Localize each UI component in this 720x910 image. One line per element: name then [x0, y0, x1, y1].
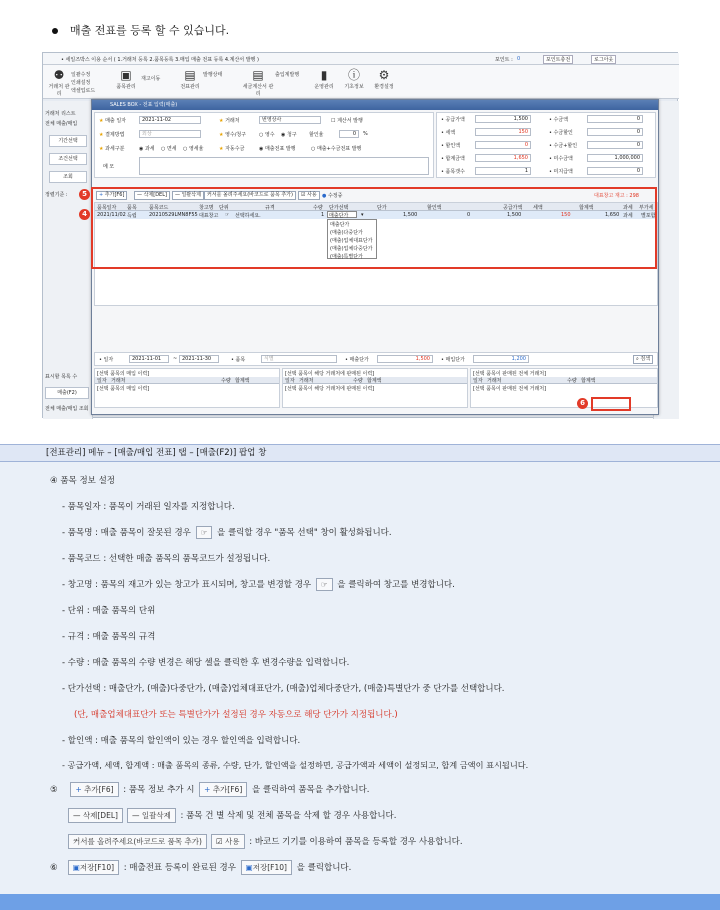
unpaid-value: 1,000,000	[587, 154, 643, 162]
tab-all-sales[interactable]: 전체 매출/매입	[45, 121, 78, 127]
ribbon-settings[interactable]: ⚙ 환경설정	[371, 69, 397, 90]
use-icon-button: ☑ 사용	[211, 834, 245, 849]
sale-price-value: 1,500	[377, 355, 433, 363]
tab-customer-list[interactable]: 거래처 리스트	[45, 111, 76, 117]
total-label: 합계금액	[445, 156, 465, 162]
chart-icon: ▮	[320, 68, 328, 82]
col-item: 품목	[127, 205, 137, 211]
collect-discount-value[interactable]: 0	[587, 128, 643, 136]
add-f6-icon-button: + 추가[F6]	[70, 782, 118, 797]
delete-icon-button: — 삭제[DEL]	[68, 808, 123, 823]
period-button[interactable]: 기간선택	[49, 135, 87, 147]
ribbon-tax-invoice[interactable]: ▤ 세금계산서 관리	[242, 68, 274, 97]
unpayable-value: 0	[587, 167, 643, 175]
use-checkbox[interactable]: ☑ 사용	[298, 191, 320, 200]
list-count-label: 표시할 목록 수	[45, 374, 78, 380]
sale-date-input[interactable]: 2021-11-02	[139, 116, 201, 124]
receipt-radio-2[interactable]: ◉ 청구	[281, 132, 297, 138]
sale-price-label: 매출단가	[349, 357, 369, 363]
col-qty: 수량	[313, 205, 323, 211]
date-to-input[interactable]: 2021-11-30	[179, 355, 219, 363]
doc-icon: ▤	[184, 68, 196, 82]
tax-radio-2[interactable]: ○ 면세	[161, 146, 177, 152]
desc-note: (단, 매출업체대표단가 또는 특별단가가 설정된 경우 자동으로 해당 단가가 지정됩니다.)	[74, 710, 398, 720]
ribbon-status[interactable]: 발행상태	[203, 72, 223, 78]
collect-discount-label: 수금할인	[553, 130, 573, 136]
intro-text: 매출 전표를 등록 할 수 있습니다.	[70, 24, 230, 37]
customer-input[interactable]: 번영상사	[259, 116, 321, 124]
query-button[interactable]: 조회	[49, 171, 87, 183]
person-icon: ⚉	[53, 68, 65, 82]
payment-label: ★ 결제방법	[99, 132, 125, 138]
desc-line: - 공급가액, 세액, 합계액 : 매출 품목의 종류, 수량, 단가, 할인액을 설정하면, 공급가액과 세액이 설정되고, 합계 금액이 표시됩니다.	[62, 760, 529, 770]
price-option[interactable]: (매출)특별단가	[330, 254, 363, 260]
col-spec: 규격	[265, 205, 275, 211]
price-option[interactable]: (매출)업체다중단가	[330, 246, 373, 252]
usage-notice: • 세일즈박스 이용 순서 ( 1.거래처 등록 2.품목등록 3.매입 매출 전표 등록 4.계산서 발행 )	[61, 57, 259, 63]
col-vat: 부가세	[639, 205, 654, 211]
badge-4: 4	[79, 209, 90, 220]
chevron-down-icon[interactable]: ▾	[361, 212, 364, 218]
sort-label: 정렬기준 :	[45, 192, 68, 198]
buy-price-label: 매입단가	[445, 357, 465, 363]
col-price-select: 단가선택	[329, 205, 349, 211]
section-4-title: ④ 품목 정보 설정	[50, 476, 115, 486]
item-count-value: 1	[475, 167, 531, 175]
auto-radio-2[interactable]: ○ 매출+수금전표 발행	[311, 146, 362, 152]
search-icon[interactable]: ☞	[225, 212, 230, 218]
app-topbar	[43, 53, 679, 65]
discount-rate-label: 할인율	[309, 132, 324, 138]
discount-rate-input[interactable]: 0	[339, 130, 359, 138]
tax-amount-label: 세액	[445, 130, 456, 136]
desc-line: - 창고명 : 품목의 재고가 있는 창고가 표시되며, 창고를 변경할 경우 ☞ 을 클릭하여 창고를 변경합니다.	[62, 580, 455, 590]
ribbon-item[interactable]: ▣ 품목관리	[113, 69, 139, 90]
settings-icon: ⚙	[378, 68, 390, 82]
intro-line	[52, 22, 229, 38]
desc-line: - 할인액 : 매출 품목의 할인액이 있는 경우 할인액을 입력합니다.	[62, 736, 301, 746]
hand-pointer-icon: ☞	[196, 526, 213, 539]
dialog-title: SALES BOX - 전표 입력(매출)	[92, 100, 658, 110]
badge-6: 6	[577, 398, 588, 409]
point-value: 0	[517, 56, 521, 62]
delete-all-icon-button: — 일괄삭제	[127, 808, 176, 823]
price-select-dropdown[interactable]: 매출단가	[327, 211, 357, 218]
supply-value: 1,500	[475, 115, 531, 123]
col-unit: 단위	[219, 205, 229, 211]
col-total: 합계액	[579, 205, 594, 211]
filter-date-label: 일자	[103, 357, 114, 363]
customer-label: ★ 거래처	[219, 118, 240, 124]
edit-status: ● 수정중	[322, 193, 343, 199]
buy-price-value: 1,200	[473, 355, 529, 363]
summary-panel: • 공급가액 1,500 • 수금액 0 • 세액 150 • 수금할인 0 • 할인액 0 • 수금+할인 0 • 합계금액 1,650 • 미수금액 1,000,000 • 품목갯수 1 • 미지급액 0	[436, 112, 656, 178]
tax-label: ★ 과세구분	[99, 146, 125, 152]
add-f6-icon-button: + 추가[F6]	[199, 782, 247, 797]
unpaid-label: 미수금액	[553, 156, 573, 162]
badge-5: 5	[79, 189, 90, 200]
memo-input[interactable]	[139, 157, 429, 175]
tax-amount-value: 150	[475, 128, 531, 136]
ribbon	[43, 65, 679, 99]
all-sales-query-label: 전체 매출/매입 조회	[45, 406, 89, 412]
section-5-delete-line: — 삭제[DEL] — 일괄삭제 : 품목 건 별 삭제 및 전체 품목을 삭제 할 경우 사용합니다.	[66, 808, 396, 823]
point-label: 포인트 :	[495, 57, 513, 63]
discount-value: 0	[475, 141, 531, 149]
search-icon: ⌕	[636, 356, 639, 362]
desc-line: - 수량 : 매출 품목의 수량 변경은 해당 셀을 클릭한 후 변경수량을 입력합니다.	[62, 658, 350, 668]
delete-all-button[interactable]: — 일괄삭제	[172, 191, 204, 200]
unpayable-label: 미지급액	[553, 169, 573, 175]
ribbon-customer[interactable]: ⚉ 거래처 관리	[48, 68, 70, 97]
total-value: 1,650	[475, 154, 531, 162]
sale-date-label: ★ 매출 일자	[99, 118, 126, 124]
collect-label: 수금액	[553, 117, 569, 123]
filter-search-button[interactable]: ⌕ 검색	[633, 355, 653, 364]
item-area-highlight	[91, 187, 657, 269]
table-row[interactable]: 2021/11/02 득립 20210529LMN8F55 대표창고 ☞ 선택하세요. 1 매출단가 ▾ 1,500 0 1,500 150 1,650 과세 별포함	[97, 212, 656, 219]
item-count-label: 품목갯수	[445, 169, 465, 175]
tax-radio-1[interactable]: ◉ 과세	[139, 146, 155, 152]
section-5-line: ⑤ + 추가[F6] : 품목 정보 추가 시 + 추가[F6] 을 클릭하여 품목을 추가합니다.	[50, 782, 370, 797]
payment-select[interactable]: 외상	[139, 130, 201, 138]
panel-header: [전표관리] 메뉴 – [매출/매입 전표] 탭 – [매출(F2)] 팝업 창	[0, 444, 720, 462]
delete-button[interactable]: — 삭제[DEL]	[134, 191, 170, 200]
collect-plus-label: 수금+할인	[553, 143, 578, 149]
auto-label: ★ 자동수금	[219, 146, 245, 152]
filter-item-label: 품목	[235, 357, 246, 363]
discount-label: 할인액	[445, 143, 461, 149]
ribbon-excel[interactable]: 엑셀업로드	[71, 88, 96, 94]
tax-radio-3[interactable]: ○ 영세율	[183, 146, 204, 152]
section-6-line: ⑥ ▣저장[F10] : 매출전표 등록이 완료된 경우 ▣저장[F10] 을 클릭합니다.	[50, 860, 351, 875]
history-panel-1: [선택 품목의 매입 이력] 일자 거래처 수량 합계액 [선택 품목의 매입 이력]	[94, 368, 280, 408]
sales-f2-button[interactable]: 매출(F2)	[45, 387, 89, 399]
desc-line: - 단가선택 : 매출단가, (매출)다중단가, (매출)업체대표단가, (매출)업체다중단가, (매출)특별단가 중 단가를 선택합니다.	[62, 684, 505, 694]
save-icon-button: ▣저장[F10]	[241, 860, 292, 875]
ribbon-voucher[interactable]: ▤ 전표관리	[177, 69, 203, 90]
col-code: 품목코드	[149, 205, 169, 211]
desc-line: - 품목코드 : 선택한 매출 품목의 품목코드가 설정됩니다.	[62, 554, 271, 564]
collect-plus-value: 0	[587, 141, 643, 149]
col-price: 단가	[377, 205, 387, 211]
auto-radio-1[interactable]: ◉ 매출전표 발행	[259, 146, 296, 152]
ribbon-basic-info[interactable]: ⓘ 기초정보	[341, 69, 367, 90]
description-body	[0, 462, 720, 894]
col-supply: 공급가액	[503, 205, 523, 211]
hand-pointer-icon: ☞	[316, 578, 333, 591]
logout-button[interactable]: 로그아웃	[591, 55, 616, 64]
ribbon-operation[interactable]: ▮ 운영관리	[311, 69, 337, 90]
info-icon: ⓘ	[347, 68, 360, 82]
col-warehouse: 창고명	[199, 205, 214, 211]
price-option[interactable]: (매출)다중단가	[330, 230, 363, 236]
invoice-icon: ▤	[252, 68, 264, 82]
ribbon-print[interactable]: 인쇄설정	[71, 80, 91, 86]
receipt-label: ★ 영수/청구	[219, 132, 247, 138]
receipt-radio-1[interactable]: ○ 영수	[259, 132, 275, 138]
filter-bar: • 일자 2021-11-01 ~ 2021-11-30 • 품목 식별 • 매출단가 1,500 • 매입단가 1,200 ⌕ 검색	[94, 352, 658, 366]
section-5-barcode-line: 커서를 올려주세요(바코드로 품목 추가) ☑ 사용 : 바코드 기기를 이용하여 품목을 등록할 경우 사용합니다.	[66, 834, 463, 849]
voucher-form	[94, 112, 434, 178]
ribbon-bulk-edit[interactable]: 일괄수정	[71, 72, 91, 78]
ribbon-move[interactable]: 재고이동	[141, 76, 161, 82]
invoice-issue-checkbox[interactable]: ☐ 계산서 발행	[331, 118, 363, 124]
desc-line: - 규격 : 매출 품목의 규격	[62, 632, 156, 642]
history-panel-3: [선택 품목이 판매된 전체 거래처] 일자 거래처 수량 합계액 [선택 품목이 판매된 전체 거래처]	[470, 368, 658, 408]
save-icon-button: ▣저장[F10]	[68, 860, 119, 875]
date-from-input[interactable]: 2021-11-01	[129, 355, 169, 363]
history-panel-2: [선택 품목이 해당 거래처에 판매된 이력] 일자 거래처 수량 합계액 [선택 품목이 해당 거래처에 판매된 이력]	[282, 368, 468, 408]
discount-rate-unit: %	[363, 131, 368, 137]
price-option[interactable]: 매출단가	[330, 222, 350, 228]
col-discount: 할인액	[427, 205, 442, 211]
desc-line: - 품목일자 : 품목이 거래된 일자를 지정합니다.	[62, 502, 235, 512]
add-f6-button[interactable]: + 추가[F6]	[96, 191, 127, 200]
col-tax: 세액	[533, 205, 543, 211]
desc-line: - 단위 : 매출 품목의 단위	[62, 606, 156, 616]
left-pane	[43, 101, 93, 419]
point-charge-button[interactable]: 포인트충전	[543, 55, 573, 64]
col-date: 품목일자	[97, 205, 117, 211]
bottom-bar	[0, 894, 720, 910]
box-icon: ▣	[120, 68, 132, 82]
desc-line: - 품목명 : 매출 품목이 잘못된 경우 ☞ 을 클릭할 경우 "품목 선택" 창이 활성화됩니다.	[62, 528, 392, 538]
bullet-icon	[52, 28, 58, 34]
barcode-icon-button: 커서를 올려주세요(바코드로 품목 추가)	[68, 834, 207, 849]
item-filter-input[interactable]: 식별	[261, 355, 337, 363]
stock-info: 대표창고 재고 : 298	[594, 193, 639, 199]
condition-button[interactable]: 조건선택	[49, 153, 87, 165]
memo-label: 메 모	[103, 164, 115, 170]
barcode-input[interactable]: 커서를 올려주세요(바코드로 품목 추가)	[204, 191, 296, 200]
price-option[interactable]: (매출)업체대표단가	[330, 238, 373, 244]
col-taxable: 과세	[623, 205, 633, 211]
app-screenshot	[42, 52, 678, 418]
save-highlight	[591, 397, 631, 411]
collect-value[interactable]: 0	[587, 115, 643, 123]
ribbon-issue[interactable]: 출입계발행	[275, 72, 300, 78]
supply-label: 공급가액	[445, 117, 465, 123]
